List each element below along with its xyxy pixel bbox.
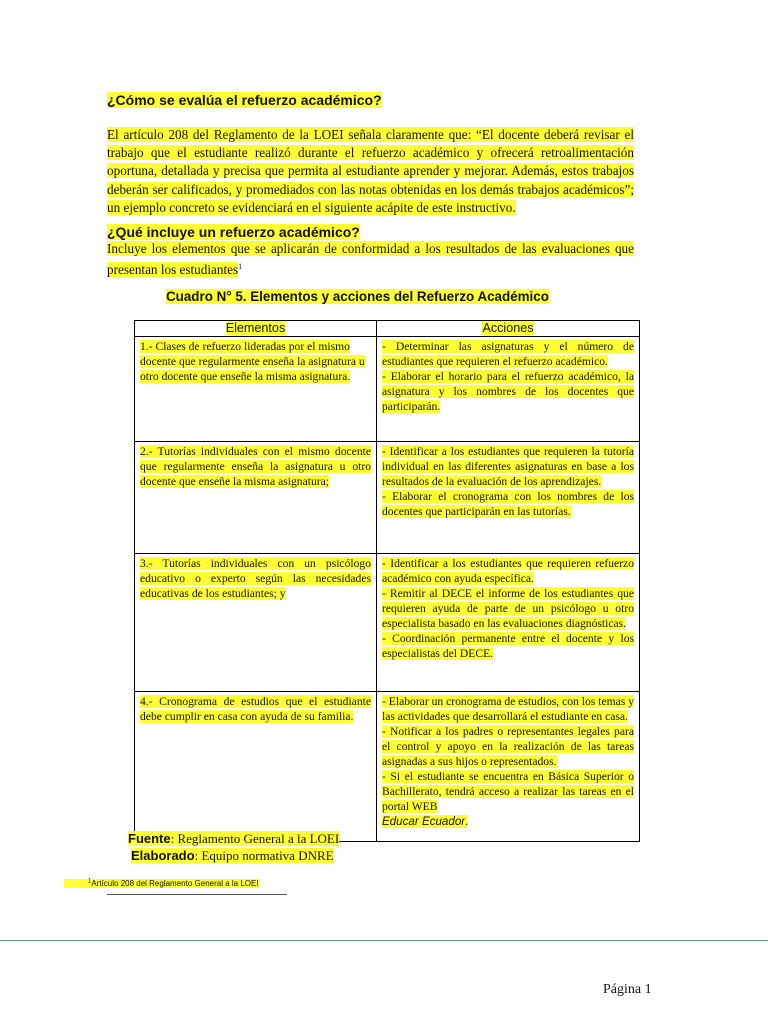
elements-actions-table xyxy=(134,320,640,842)
elaborated-line xyxy=(128,847,339,864)
actions-cell: - Identificar a los estudiantes que requieren la tutoría individual en las diferentes asignaturas en base a los resultados de la evaluación de los aprendizajes. - Elaborar el cronograma con los nombres de los docentes que participarán en las tutorías. xyxy=(377,442,640,554)
paragraph-includes: Incluye los elementos que se aplicarán de conformidad a los resultados de las evaluaciones que presentan los estudiantes$^1$ xyxy=(107,241,634,278)
element-cell: 2.- Tutorías individuales con el mismo docente que regularmente enseña la asignatura u otro docente que enseñe la misma asignatura; xyxy=(135,442,377,554)
element-cell: 3.- Tutorías individuales con un psicólogo educativo o experto según las necesidades educativas de los estudiantes; y xyxy=(135,554,377,692)
element-cell: 4.- Cronograma de estudios que el estudiante debe cumplir en casa con ayuda de su familia. xyxy=(135,692,377,842)
actions-cell: - Elaborar un cronograma de estudios, con los temas y las actividades que desarrollará el estudiante en casa. - Notificar a los padres o representantes legales para el control y apoyo en la realización de las tareas asignadas a sus hijos o representados. - Si el estudiante se encuentra en Básica Superior o Bachillerato, tendrá acceso a realizar las tareas en el portal WEB Educar Ecuador. xyxy=(377,692,640,842)
section-heading-includes: ¿Qué incluye un refuerzo académico? xyxy=(107,224,360,240)
source-value: : Reglamento General a la LOEI xyxy=(170,831,340,846)
header-actions: Acciones xyxy=(377,321,640,337)
portal-name: Educar Ecuador xyxy=(382,815,466,828)
paragraph-evaluation: El artículo 208 del Reglamento de la LOEI señala claramente que: “El docente deberá revisar el trabajo que el estudiante realizó durante el refuerzo académico y ofrecerá retroalimentación oportuna, detallada y precisa que permita al estudiante aprender y mejorar. Además, estos trabajos deberán ser calificados, y promediados con las notas obtenidas en los demás trabajos académicos”; un ejemplo concreto se evidenciará en el siguiente acápite de este instructivo. xyxy=(107,127,634,215)
table-source xyxy=(128,830,339,864)
table-row xyxy=(135,442,640,554)
actions-cell: - Determinar las asignaturas y el número de estudiantes que requieren el refuerzo académico. - Elaborar el horario para el refuerzo académico, la asignatura y los nombres de los docentes que participarán. xyxy=(377,337,640,442)
header-elements: Elementos xyxy=(135,321,377,337)
table-row xyxy=(135,554,640,692)
footnote-reference: 1 xyxy=(238,262,243,271)
page-number: Página 1 xyxy=(603,982,652,997)
footnote xyxy=(64,878,259,888)
elaborated-value: : Equipo normativa DNRE xyxy=(194,848,334,863)
source-line xyxy=(128,830,339,847)
elaborated-label: Elaborado xyxy=(131,848,195,863)
table-title: Cuadro N° 5. Elementos y acciones del Refuerzo Académico xyxy=(166,289,549,304)
element-cell: 1.- Clases de refuerzo lideradas por el mismo docente que regularmente enseña la asignatura u otro docente que enseñe la misma asignatura. xyxy=(135,337,377,442)
table-header-row xyxy=(135,321,640,337)
footnote-mark: 1 xyxy=(88,878,92,884)
section-heading-evaluation: ¿Cómo se evalúa el refuerzo académico? xyxy=(107,92,382,108)
table-row xyxy=(135,337,640,442)
footer-rule xyxy=(0,940,768,941)
footnote-separator xyxy=(107,894,287,895)
footnote-text: Artículo 208 del Reglamento General a la LOEI xyxy=(91,878,259,888)
actions-cell: - Identificar a los estudiantes que requieren refuerzo académico con ayuda específica. - Remitir al DECE el informe de los estudiantes que requieren ayuda de parte de un psicólogo u otro especialista basado en las evaluaciones diagnósticas. - Coordinación permanente entre el docente y los especialistas del DECE. xyxy=(377,554,640,692)
table-row xyxy=(135,692,640,842)
source-label: Fuente xyxy=(128,831,171,846)
